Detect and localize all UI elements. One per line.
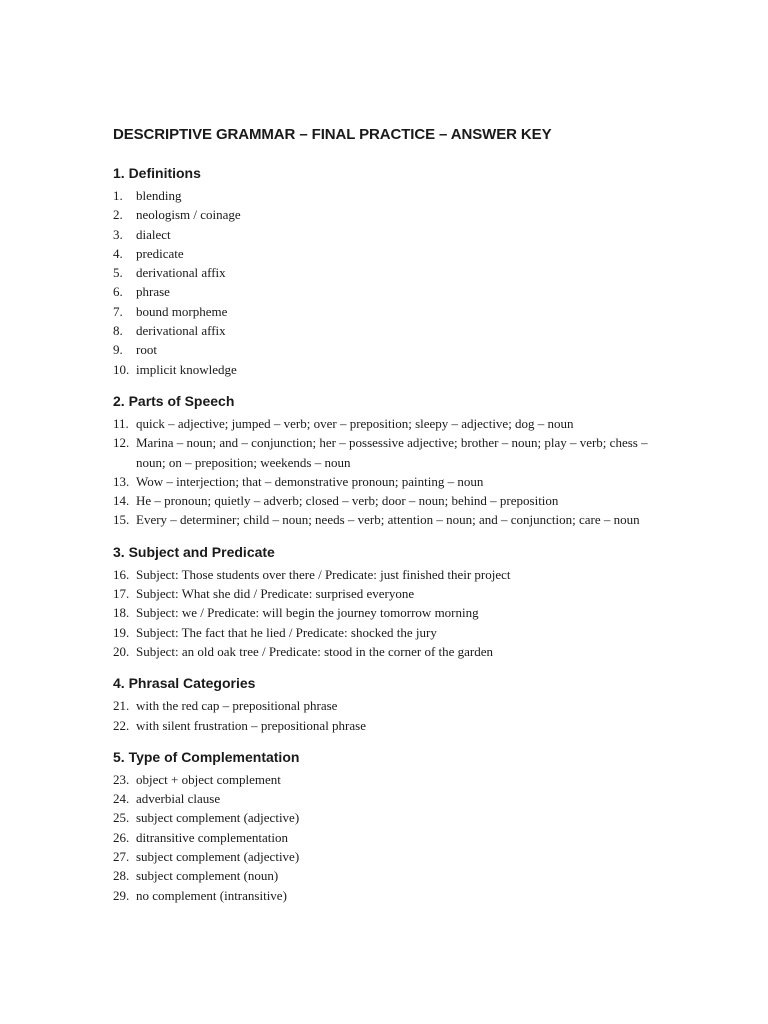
item-answer: blending bbox=[136, 188, 182, 203]
section-4 bbox=[113, 673, 673, 735]
answer-list bbox=[113, 696, 673, 735]
list-item bbox=[113, 491, 673, 510]
item-number: 4. bbox=[113, 245, 123, 261]
item-answer: object + object complement bbox=[136, 771, 281, 787]
item-number: 29. bbox=[113, 887, 130, 903]
item-answer: Subject: we / Predicate: will begin the journey tomorrow morning bbox=[136, 605, 479, 621]
list-item bbox=[113, 433, 673, 472]
item-answer: Subject: What she did / Predicate: surprised everyone bbox=[136, 586, 415, 602]
item-number: 23. bbox=[113, 771, 130, 787]
item-answer: Marina – noun; and – conjunction; her – possessive adjective; brother – noun; play – verb; chess – noun; on – preposition; weekends – noun bbox=[136, 435, 648, 470]
list-item bbox=[113, 716, 673, 735]
list-item bbox=[113, 847, 673, 866]
section-heading: 2. Parts of Speech bbox=[113, 392, 235, 409]
item-number: 10. bbox=[113, 361, 130, 377]
item-answer: Wow – interjection; that – demonstrative pronoun; painting – noun bbox=[136, 473, 484, 489]
item-number: 5. bbox=[113, 265, 123, 281]
item-number: 28. bbox=[113, 868, 130, 884]
item-answer: predicate bbox=[136, 245, 184, 261]
list-item bbox=[113, 696, 673, 715]
item-number: 19. bbox=[113, 624, 130, 640]
section-2 bbox=[113, 391, 673, 530]
item-answer: Subject: an old oak tree / Predicate: stood in the corner of the garden bbox=[136, 643, 494, 659]
list-item bbox=[113, 565, 673, 584]
answer-list bbox=[113, 565, 673, 661]
list-item bbox=[113, 603, 673, 622]
item-number: 8. bbox=[113, 323, 123, 339]
item-answer: no complement (intransitive) bbox=[136, 887, 287, 903]
item-answer: implicit knowledge bbox=[136, 361, 237, 377]
list-item bbox=[113, 866, 673, 885]
list-item bbox=[113, 808, 673, 827]
list-item bbox=[113, 789, 673, 808]
item-number: 24. bbox=[113, 791, 130, 807]
list-item bbox=[113, 302, 673, 321]
item-number: 15. bbox=[113, 512, 130, 528]
item-answer: quick – adjective; jumped – verb; over – preposition; sleepy – adjective; dog – noun bbox=[136, 415, 574, 431]
list-item bbox=[113, 360, 673, 379]
item-answer: ditransitive complementation bbox=[136, 829, 288, 845]
item-number: 3. bbox=[113, 226, 123, 242]
list-item bbox=[113, 472, 673, 491]
item-answer: subject complement (noun) bbox=[136, 868, 279, 884]
list-item bbox=[113, 828, 673, 847]
list-item bbox=[113, 225, 673, 244]
list-item bbox=[113, 263, 673, 282]
section-5 bbox=[113, 747, 673, 905]
item-number: 27. bbox=[113, 849, 130, 865]
section-1 bbox=[113, 163, 673, 379]
item-answer: subject complement (adjective) bbox=[136, 849, 300, 865]
item-number: 7. bbox=[113, 303, 123, 319]
list-item bbox=[113, 623, 673, 642]
list-item bbox=[113, 642, 673, 661]
section-heading: 4. Phrasal Categories bbox=[113, 675, 256, 692]
item-number: 9. bbox=[113, 342, 123, 358]
list-item bbox=[113, 244, 673, 263]
item-answer: subject complement (adjective) bbox=[136, 810, 300, 826]
item-answer: dialect bbox=[136, 226, 171, 242]
list-item bbox=[113, 770, 673, 789]
section-heading: 5. Type of Complementation bbox=[113, 748, 300, 765]
section-3 bbox=[113, 542, 673, 661]
item-answer: derivational affix bbox=[136, 323, 226, 339]
list-item bbox=[113, 414, 673, 433]
item-number: 25. bbox=[113, 810, 130, 826]
item-answer: neologism / coinage bbox=[136, 207, 241, 223]
document-page bbox=[113, 124, 673, 917]
item-answer: Subject: Those students over there / Predicate: just finished their project bbox=[136, 566, 511, 582]
item-number: 16. bbox=[113, 566, 130, 582]
item-number: 18. bbox=[113, 605, 130, 621]
item-number: 20. bbox=[113, 643, 130, 659]
section-heading: 1. Definitions bbox=[113, 165, 201, 181]
list-item bbox=[113, 886, 673, 905]
item-answer: derivational affix bbox=[136, 265, 226, 281]
item-number: 12. bbox=[113, 435, 130, 451]
item-number: 14. bbox=[113, 493, 130, 509]
list-item bbox=[113, 510, 673, 529]
item-answer: root bbox=[136, 342, 157, 358]
item-number: 22. bbox=[113, 717, 130, 733]
answer-list bbox=[113, 770, 673, 905]
item-answer: with silent frustration – prepositional phrase bbox=[136, 717, 366, 733]
list-item bbox=[113, 584, 673, 603]
item-answer: He – pronoun; quietly – adverb; closed – verb; door – noun; behind – preposition bbox=[136, 493, 559, 509]
list-item bbox=[113, 186, 673, 205]
list-item bbox=[113, 340, 673, 359]
sections-container bbox=[113, 163, 673, 905]
item-answer: bound morpheme bbox=[136, 303, 228, 319]
item-number: 1. bbox=[113, 188, 123, 203]
list-item bbox=[113, 321, 673, 340]
item-number: 2. bbox=[113, 207, 123, 223]
answer-list bbox=[113, 186, 673, 379]
item-answer: with the red cap – prepositional phrase bbox=[136, 698, 338, 714]
answer-list bbox=[113, 414, 673, 530]
item-answer: Subject: The fact that he lied / Predicate: shocked the jury bbox=[136, 624, 437, 640]
item-answer: phrase bbox=[136, 284, 170, 300]
item-number: 11. bbox=[113, 415, 129, 431]
item-answer: adverbial clause bbox=[136, 791, 221, 807]
item-number: 6. bbox=[113, 284, 123, 300]
document-title: DESCRIPTIVE GRAMMAR – FINAL PRACTICE – ANSWER KEY bbox=[113, 126, 552, 143]
list-item bbox=[113, 282, 673, 301]
item-number: 21. bbox=[113, 698, 130, 714]
section-heading: 3. Subject and Predicate bbox=[113, 543, 275, 560]
item-number: 17. bbox=[113, 586, 130, 602]
list-item bbox=[113, 205, 673, 224]
item-answer: Every – determiner; child – noun; needs – verb; attention – noun; and – conjunction; care – noun bbox=[136, 512, 640, 528]
item-number: 13. bbox=[113, 473, 130, 489]
item-number: 26. bbox=[113, 829, 130, 845]
